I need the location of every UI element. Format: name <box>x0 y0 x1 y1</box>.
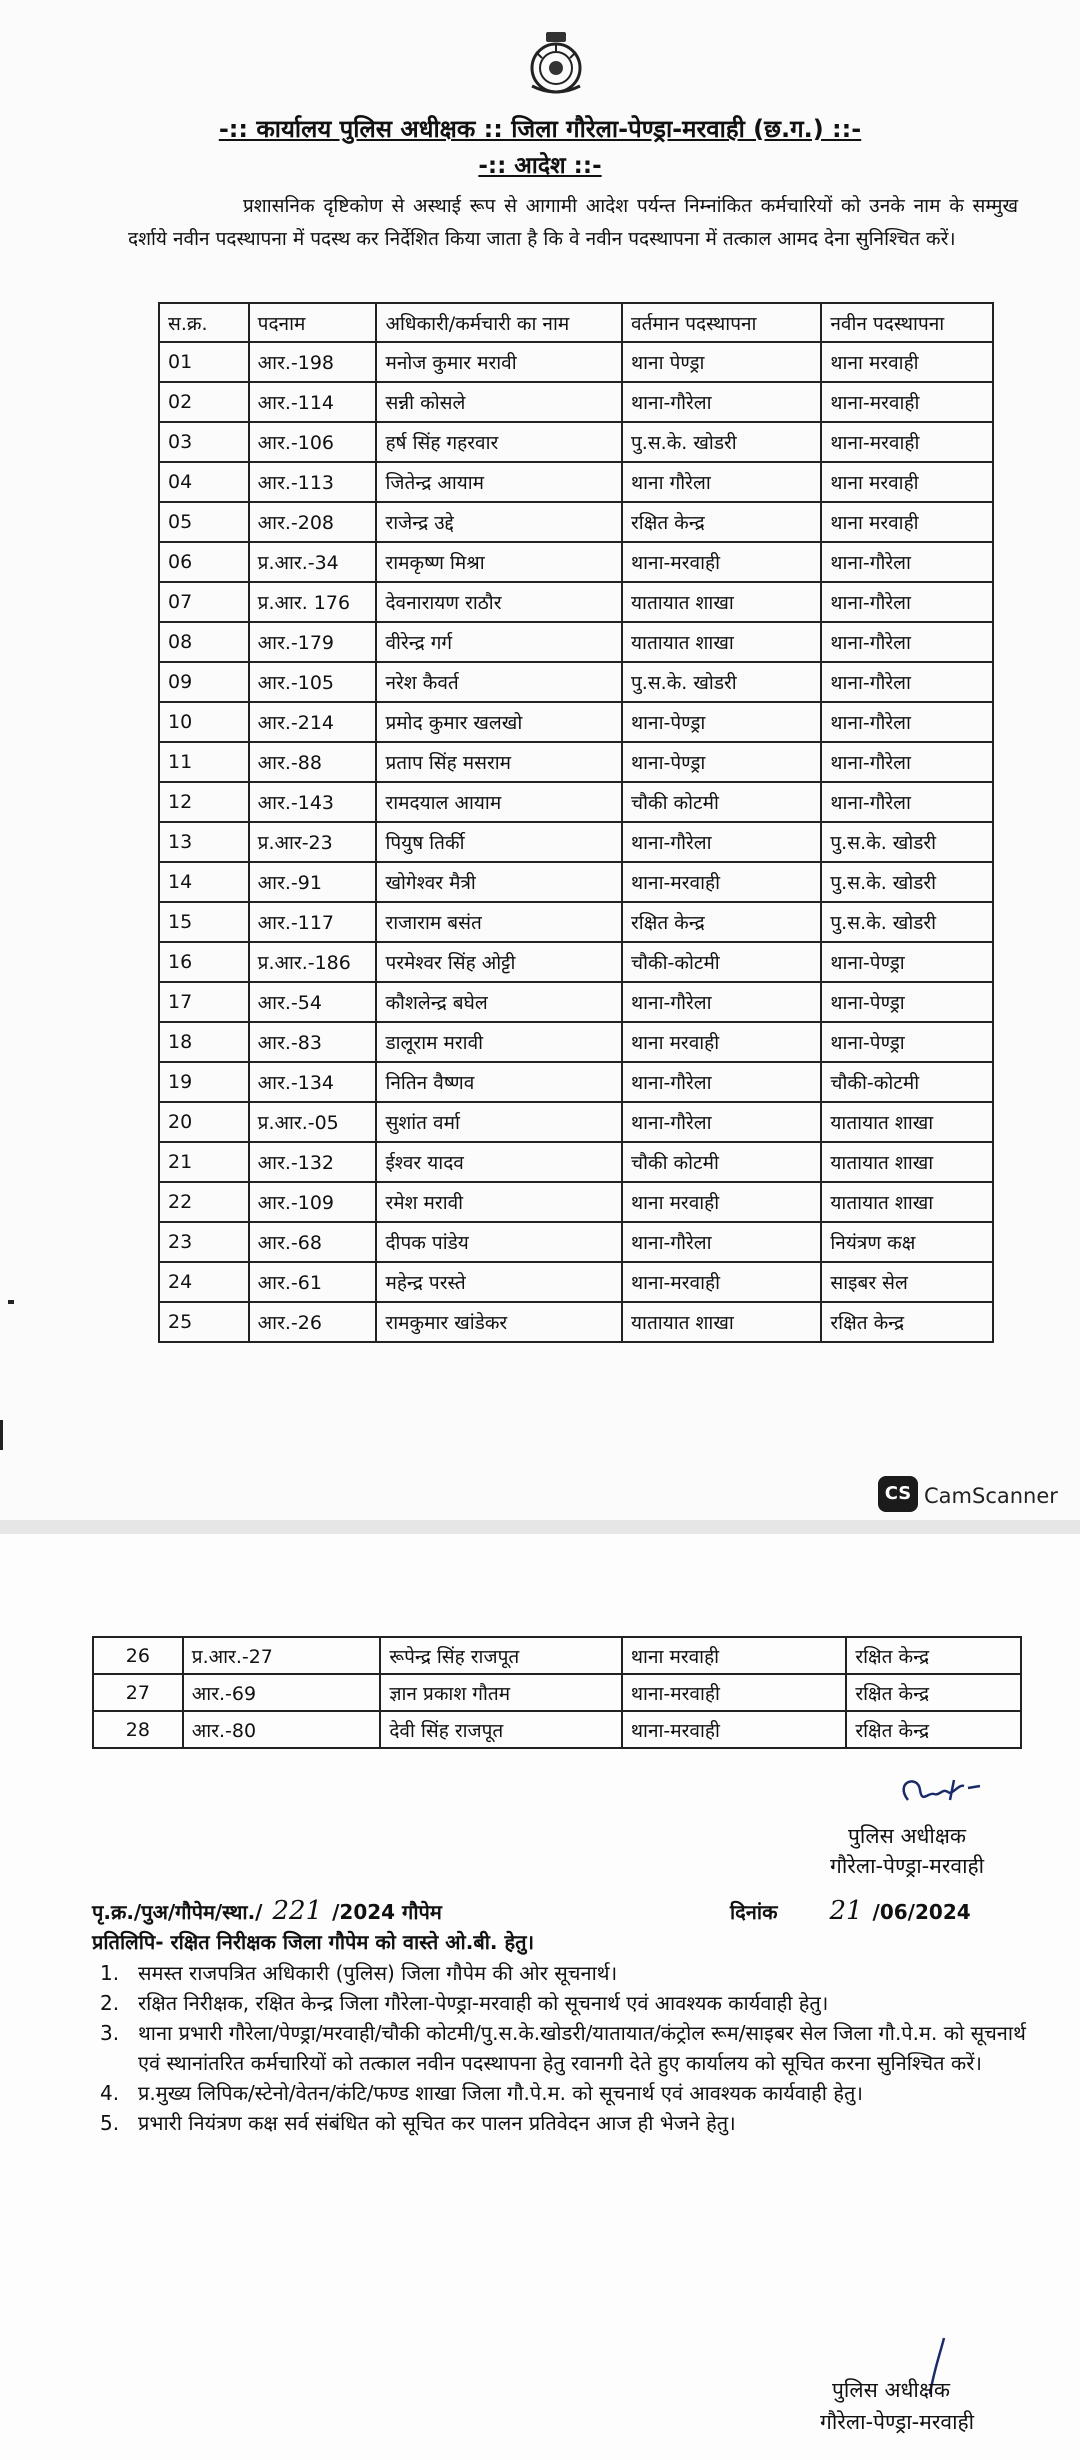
table-row <box>93 1637 1021 1674</box>
signatory-title-1: पुलिस अधीक्षक <box>848 1824 967 1848</box>
cell-new-posting: थाना-गौरेला <box>821 782 993 822</box>
table-row <box>159 1262 993 1302</box>
cell-name: वीरेन्द्र गर्ग <box>376 622 622 662</box>
cell-new-posting: थाना-मरवाही <box>821 382 993 422</box>
cell-serial: 21 <box>159 1142 249 1182</box>
cell-current-posting: यातायात शाखा <box>622 582 821 622</box>
table-row <box>159 702 993 742</box>
cell-name: रामदयाल आयाम <box>376 782 622 822</box>
distribution-number: 4. <box>100 2081 120 2105</box>
cell-name: प्रमोद कुमार खलखो <box>376 702 622 742</box>
table-row <box>159 502 993 542</box>
cell-new-posting: थाना-मरवाही <box>821 422 993 462</box>
cell-new-posting: थाना-पेण्ड्रा <box>821 982 993 1022</box>
table-row <box>159 422 993 462</box>
cell-name: राजाराम बसंत <box>376 902 622 942</box>
cell-new-posting: रक्षित केन्द्र <box>846 1711 1021 1748</box>
cell-new-posting: रक्षित केन्द्र <box>846 1637 1021 1674</box>
column-header-name: अधिकारी/कर्मचारी का नाम <box>376 303 622 342</box>
cell-new-posting: यातायात शाखा <box>821 1102 993 1142</box>
cell-name: जितेन्द्र आयाम <box>376 462 622 502</box>
cell-designation: आर.-88 <box>249 742 377 782</box>
transfer-table <box>158 302 994 1343</box>
cell-designation: आर.-198 <box>249 342 377 382</box>
distribution-list <box>100 1958 1035 2138</box>
column-header-serial: स.क्र. <box>159 303 249 342</box>
cell-serial: 14 <box>159 862 249 902</box>
distribution-item <box>100 1988 1035 2018</box>
cell-name: मनोज कुमार मरावी <box>376 342 622 382</box>
distribution-text: प्रभारी नियंत्रण कक्ष सर्व संबंधित को सूचित कर पालन प्रतिवेदन आज ही भेजने हेतु। <box>138 2111 736 2135</box>
cell-name: सुशांत वर्मा <box>376 1102 622 1142</box>
cell-new-posting: थाना-गौरेला <box>821 622 993 662</box>
cell-serial: 09 <box>159 662 249 702</box>
cell-designation: आर.-114 <box>249 382 377 422</box>
cell-current-posting: थाना-पेण्ड्रा <box>622 742 821 782</box>
cell-serial: 28 <box>93 1711 183 1748</box>
cell-new-posting: थाना मरवाही <box>821 462 993 502</box>
cell-name: खोगेश्वर मैत्री <box>376 862 622 902</box>
distribution-text: समस्त राजपत्रित अधिकारी (पुलिस) जिला गौपेम की ओर सूचनार्थ। <box>138 1961 618 1985</box>
cell-new-posting: थाना-गौरेला <box>821 542 993 582</box>
cell-serial: 15 <box>159 902 249 942</box>
cell-serial: 05 <box>159 502 249 542</box>
cell-serial: 27 <box>93 1674 183 1711</box>
reference-number-line <box>92 1896 442 1926</box>
cell-designation: आर.-105 <box>249 662 377 702</box>
cell-name: नरेश कैवर्त <box>376 662 622 702</box>
cell-current-posting: पु.स.के. खोडरी <box>622 422 821 462</box>
cell-designation: आर.-83 <box>249 1022 377 1062</box>
cell-serial: 23 <box>159 1222 249 1262</box>
cell-current-posting: थाना-गौरेला <box>622 1222 821 1262</box>
distribution-number: 1. <box>100 1961 120 1985</box>
signature-1 <box>888 1770 988 1820</box>
cell-serial: 20 <box>159 1102 249 1142</box>
table-row <box>159 742 993 782</box>
camscanner-watermark: CamScanner <box>924 1484 1058 1508</box>
cell-designation: आर.-91 <box>249 862 377 902</box>
reference-date <box>730 1896 971 1926</box>
distribution-item <box>100 2078 1035 2108</box>
cell-designation: आर.-68 <box>249 1222 377 1262</box>
cell-new-posting: थाना-पेण्ड्रा <box>821 942 993 982</box>
table-row <box>159 1062 993 1102</box>
cell-current-posting: थाना-मरवाही <box>622 1711 846 1748</box>
table-row <box>159 902 993 942</box>
distribution-text: रक्षित निरीक्षक, रक्षित केन्द्र जिला गौरेला-पेण्ड्रा-मरवाही को सूचनार्थ एवं आवश्यक कार्यवाही हेतु। <box>138 1991 829 2015</box>
distribution-item <box>100 1958 1035 1988</box>
cell-designation: आर.-208 <box>249 502 377 542</box>
cell-designation: आर.-61 <box>249 1262 377 1302</box>
table-row <box>159 542 993 582</box>
date-rest: /06/2024 <box>872 1900 971 1924</box>
table-row <box>159 662 993 702</box>
margin-mark <box>8 1300 14 1304</box>
cell-current-posting: पु.स.के. खोडरी <box>622 662 821 702</box>
column-header-new-posting: नवीन पदस्थापना <box>821 303 993 342</box>
cell-current-posting: थाना पेण्ड्रा <box>622 342 821 382</box>
cell-name: रामकुमार खांडेकर <box>376 1302 622 1342</box>
cell-designation: प्र.आर.-27 <box>183 1637 381 1674</box>
column-header-designation: पदनाम <box>249 303 377 342</box>
cell-name: हर्ष सिंह गहरवार <box>376 422 622 462</box>
cell-current-posting: थाना गौरेला <box>622 462 821 502</box>
cell-name: राजेन्द्र उद्दे <box>376 502 622 542</box>
distribution-item <box>100 2018 1035 2078</box>
reference-suffix: /2024 गौपेम <box>332 1900 442 1924</box>
cell-new-posting: रक्षित केन्द्र <box>821 1302 993 1342</box>
cell-current-posting: थाना-पेण्ड्रा <box>622 702 821 742</box>
cell-new-posting: पु.स.के. खोडरी <box>821 862 993 902</box>
cell-serial: 17 <box>159 982 249 1022</box>
cell-designation: प्र.आर-23 <box>249 822 377 862</box>
table-row <box>93 1674 1021 1711</box>
cell-new-posting: यातायात शाखा <box>821 1142 993 1182</box>
reference-prefix: पृ.क्र./पुअ/गौपेम/स्था./ <box>92 1900 263 1924</box>
cell-designation: प्र.आर.-05 <box>249 1102 377 1142</box>
cell-current-posting: रक्षित केन्द्र <box>622 902 821 942</box>
cell-current-posting: थाना-गौरेला <box>622 822 821 862</box>
intro-text: प्रशासनिक दृष्टिकोण से अस्थाई रूप से आगामी आदेश पर्यन्त निम्नांकित कर्मचारियों को उनके नाम के सम्मुख दर्शाये नवीन पदस्थापना में पदस्थ कर निर्देशित किया जाता है कि वे नवीन पदस्थापना में तत्काल आमद देना सुनिश्चित करें। <box>128 195 1018 250</box>
cell-name: नितिन वैष्णव <box>376 1062 622 1102</box>
office-header: -:: कार्यालय पुलिस अधीक्षक :: जिला गौरेला-पेण्ड्रा-मरवाही (छ.ग.) ::- <box>218 115 862 143</box>
cell-current-posting: थाना-मरवाही <box>622 1262 821 1302</box>
cell-current-posting: चौकी कोटमी <box>622 782 821 822</box>
cell-name: रमेश मरावी <box>376 1182 622 1222</box>
cell-current-posting: यातायात शाखा <box>622 622 821 662</box>
cell-designation: आर.-179 <box>249 622 377 662</box>
cell-designation: आर.-106 <box>249 422 377 462</box>
cell-serial: 12 <box>159 782 249 822</box>
cell-designation: प्र.आर.-34 <box>249 542 377 582</box>
table-row <box>93 1711 1021 1748</box>
cell-serial: 22 <box>159 1182 249 1222</box>
cell-name: डालूराम मरावी <box>376 1022 622 1062</box>
cell-name: देवनारायण राठौर <box>376 582 622 622</box>
distribution-text: थाना प्रभारी गौरेला/पेण्ड्रा/मरवाही/चौकी कोटमी/पु.स.के.खोडरी/यातायात/कंट्रोल रूम/साइबर सेल जिला गौ.पे.म. को सूचनार्थ एवं स्थानांतरित कर्मचारियों को तत्काल नवीन पदस्थापना हेतु रवानगी देते हुए कार्यालय को सूचित करना सुनिश्चित करें। <box>138 2021 1026 2075</box>
cell-new-posting: रक्षित केन्द्र <box>846 1674 1021 1711</box>
cell-designation: आर.-69 <box>183 1674 381 1711</box>
cell-new-posting: थाना मरवाही <box>821 342 993 382</box>
cell-new-posting: साइबर सेल <box>821 1262 993 1302</box>
cell-serial: 03 <box>159 422 249 462</box>
order-title: -:: आदेश ::- <box>478 153 602 179</box>
date-label: दिनांक <box>730 1900 778 1924</box>
cell-name: रूपेन्द्र सिंह राजपूत <box>380 1637 622 1674</box>
cell-new-posting: नियंत्रण कक्ष <box>821 1222 993 1262</box>
cell-serial: 13 <box>159 822 249 862</box>
cell-serial: 25 <box>159 1302 249 1342</box>
copy-to-line: प्रतिलिपि- रक्षित निरीक्षक जिला गौपेम को वास्ते ओ.बी. हेतु। <box>92 1930 535 1954</box>
signatory-place-1: गौरेला-पेण्ड्रा-मरवाही <box>830 1854 985 1878</box>
distribution-number: 3. <box>100 2021 120 2045</box>
transfer-table-continued <box>92 1636 1022 1749</box>
cell-designation: आर.-54 <box>249 982 377 1022</box>
cell-new-posting: थाना-पेण्ड्रा <box>821 1022 993 1062</box>
cell-current-posting: थाना-मरवाही <box>622 1674 846 1711</box>
cell-serial: 02 <box>159 382 249 422</box>
cell-designation: आर.-80 <box>183 1711 381 1748</box>
cell-current-posting: थाना-गौरेला <box>622 982 821 1022</box>
cell-name: पियुष तिर्की <box>376 822 622 862</box>
cell-serial: 11 <box>159 742 249 782</box>
cell-name: रामकृष्ण मिश्रा <box>376 542 622 582</box>
cell-name: ज्ञान प्रकाश गौतम <box>380 1674 622 1711</box>
cell-current-posting: चौकी कोटमी <box>622 1142 821 1182</box>
cell-serial: 06 <box>159 542 249 582</box>
signatory-title-2: पुलिस अधीक्षक <box>832 2378 951 2402</box>
cell-name: परमेश्वर सिंह ओट्टी <box>376 942 622 982</box>
table-row <box>159 462 993 502</box>
cell-new-posting: थाना-गौरेला <box>821 702 993 742</box>
reference-number: 221 <box>272 1896 323 1926</box>
cell-serial: 01 <box>159 342 249 382</box>
table-row <box>159 822 993 862</box>
cell-designation: आर.-26 <box>249 1302 377 1342</box>
intro-paragraph <box>128 190 1018 256</box>
cell-serial: 19 <box>159 1062 249 1102</box>
table-row <box>159 1022 993 1062</box>
cell-new-posting: थाना-गौरेला <box>821 582 993 622</box>
cell-designation: आर.-214 <box>249 702 377 742</box>
cell-new-posting: पु.स.के. खोडरी <box>821 902 993 942</box>
table-row <box>159 582 993 622</box>
cell-name: देवी सिंह राजपूत <box>380 1711 622 1748</box>
margin-mark <box>0 1420 3 1450</box>
table-row <box>159 622 993 662</box>
distribution-item <box>100 2108 1035 2138</box>
cell-name: सन्नी कोसले <box>376 382 622 422</box>
cell-current-posting: थाना-गौरेला <box>622 1062 821 1102</box>
cell-name: दीपक पांडेय <box>376 1222 622 1262</box>
table-row <box>159 1182 993 1222</box>
distribution-number: 2. <box>100 1991 120 2015</box>
cell-current-posting: यातायात शाखा <box>622 1302 821 1342</box>
table-row <box>159 1142 993 1182</box>
column-header-current-posting: वर्तमान पदस्थापना <box>622 303 821 342</box>
cell-designation: प्र.आर. 176 <box>249 582 377 622</box>
camscanner-logo-icon: CS <box>878 1476 918 1512</box>
distribution-text: प्र.मुख्य लिपिक/स्टेनो/वेतन/कंटि/फण्ड शाखा जिला गौ.पे.म. को सूचनार्थ एवं आवश्यक कार्यवाही हेतु। <box>138 2081 863 2105</box>
cell-designation: प्र.आर.-186 <box>249 942 377 982</box>
cell-current-posting: थाना मरवाही <box>622 1637 846 1674</box>
cell-serial: 07 <box>159 582 249 622</box>
cell-designation: आर.-109 <box>249 1182 377 1222</box>
table-row <box>159 382 993 422</box>
table-header-row <box>159 303 993 342</box>
date-day: 21 <box>829 1896 863 1926</box>
table-row <box>159 1222 993 1262</box>
cell-designation: आर.-113 <box>249 462 377 502</box>
cell-name: कौशलेन्द्र बघेल <box>376 982 622 1022</box>
cell-current-posting: थाना मरवाही <box>622 1182 821 1222</box>
cell-serial: 18 <box>159 1022 249 1062</box>
table-row <box>159 342 993 382</box>
cell-new-posting: यातायात शाखा <box>821 1182 993 1222</box>
cell-serial: 16 <box>159 942 249 982</box>
cell-new-posting: थाना-गौरेला <box>821 662 993 702</box>
distribution-number: 5. <box>100 2111 120 2135</box>
cell-new-posting: थाना मरवाही <box>821 502 993 542</box>
cell-serial: 26 <box>93 1637 183 1674</box>
cell-designation: आर.-117 <box>249 902 377 942</box>
signatory-place-2: गौरेला-पेण्ड्रा-मरवाही <box>820 2410 975 2434</box>
cell-name: महेन्द्र परस्ते <box>376 1262 622 1302</box>
cell-current-posting: थाना-गौरेला <box>622 1102 821 1142</box>
table-row <box>159 942 993 982</box>
cell-serial: 10 <box>159 702 249 742</box>
cell-name: ईश्वर यादव <box>376 1142 622 1182</box>
cell-designation: आर.-134 <box>249 1062 377 1102</box>
cell-current-posting: रक्षित केन्द्र <box>622 502 821 542</box>
cell-name: प्रताप सिंह मसराम <box>376 742 622 782</box>
cell-current-posting: थाना-गौरेला <box>622 382 821 422</box>
cell-designation: आर.-132 <box>249 1142 377 1182</box>
cell-current-posting: थाना-मरवाही <box>622 542 821 582</box>
table-row <box>159 1102 993 1142</box>
police-emblem-icon <box>522 30 590 98</box>
cell-serial: 24 <box>159 1262 249 1302</box>
cell-current-posting: थाना मरवाही <box>622 1022 821 1062</box>
page-gap <box>0 1520 1080 1534</box>
cell-new-posting: थाना-गौरेला <box>821 742 993 782</box>
table-row <box>159 782 993 822</box>
cell-designation: आर.-143 <box>249 782 377 822</box>
cell-new-posting: पु.स.के. खोडरी <box>821 822 993 862</box>
cell-new-posting: चौकी-कोटमी <box>821 1062 993 1102</box>
cell-current-posting: चौकी-कोटमी <box>622 942 821 982</box>
table-row <box>159 862 993 902</box>
table-row <box>159 1302 993 1342</box>
cell-current-posting: थाना-मरवाही <box>622 862 821 902</box>
cell-serial: 04 <box>159 462 249 502</box>
table-row <box>159 982 993 1022</box>
cell-serial: 08 <box>159 622 249 662</box>
